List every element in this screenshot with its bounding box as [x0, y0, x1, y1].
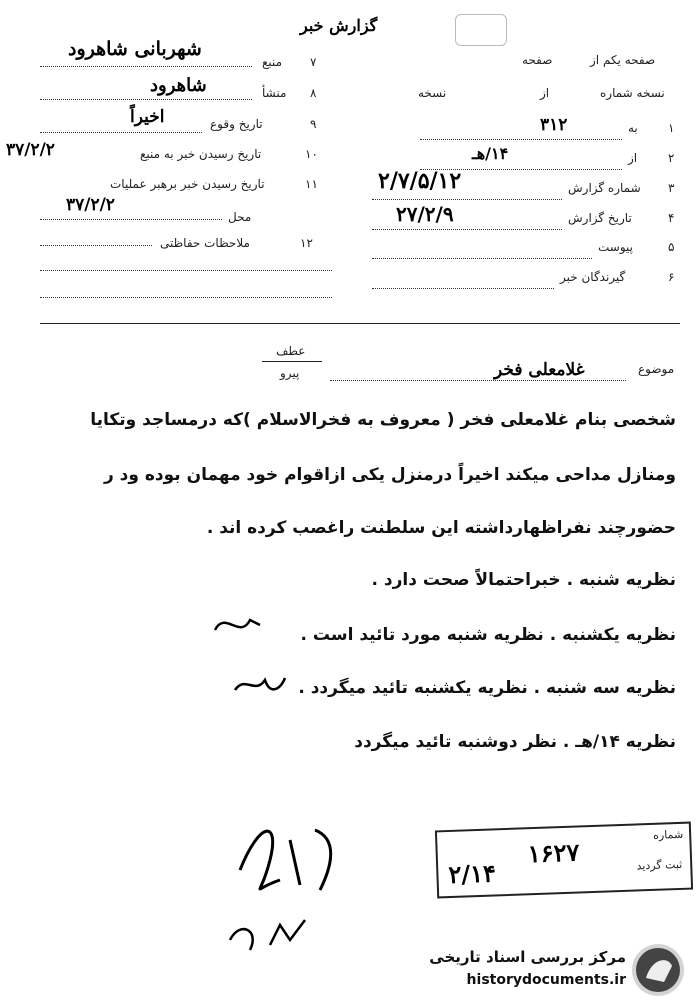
field-value: ۲۷/۲/۹: [396, 202, 454, 226]
field-label: منبع: [262, 55, 283, 69]
field-label: تاریخ وقوع: [210, 117, 263, 131]
stamp-label: شماره: [652, 827, 684, 842]
stamp-note: ثبت گردید: [636, 857, 683, 873]
blank-line: [40, 297, 332, 298]
field-label: شماره گزارش: [568, 181, 641, 195]
field-number: ۴: [668, 211, 675, 225]
field-label: به: [628, 121, 638, 135]
field-value: شهربانی شاهرود: [68, 38, 202, 60]
annotation-mark: [210, 600, 270, 650]
field-value: اخیراً: [130, 107, 165, 127]
field-number: ۱۲: [300, 236, 313, 250]
body-line: نظریه سه شنبه . نظریه یکشنبه تائید میگردد .: [298, 678, 676, 698]
field-number: ۸: [310, 86, 317, 100]
field-label: منشأ: [262, 86, 287, 100]
subject-value: غلامعلی فخر: [494, 360, 585, 380]
field-value: ۳۱۲: [540, 115, 568, 135]
field-label: از: [628, 151, 638, 165]
archive-logo: [632, 944, 684, 996]
body-line: حضورچند نفراظهارداشته این سلطنت راغصب کرده اند .: [206, 518, 676, 538]
field-number: ۳: [668, 181, 675, 195]
stamp-mark: [455, 14, 507, 46]
registration-stamp: [435, 822, 693, 899]
body-line: نظریه یکشنبه . نظریه شنبه مورد تائید است .: [300, 625, 676, 645]
field-number: ۵: [668, 240, 675, 254]
watermark-url[interactable]: historydocuments.ir: [466, 972, 626, 988]
body-line: نظریه ۱۴/هـ . نظر دوشنبه تائید میگردد: [354, 732, 676, 752]
field-number: ۱۱: [305, 177, 318, 191]
field-value: ۱۴/هـ: [472, 144, 509, 163]
reference-peyro: پیرو: [280, 366, 300, 380]
field-label: محل: [228, 210, 252, 224]
field-label: تاریخ گزارش: [568, 211, 632, 225]
field-label: پیوست: [598, 240, 633, 254]
reference-divider: [262, 361, 322, 362]
field-value: شاهرود: [150, 75, 207, 96]
field-number: ۶: [668, 270, 675, 284]
copy-of: از: [540, 86, 550, 100]
page-word: صفحه: [522, 53, 553, 67]
section-divider: [40, 323, 680, 324]
stamp-date: ۲/۱۴: [447, 858, 497, 890]
field-value: ۳۷/۲/۲: [6, 140, 55, 160]
field-number: ۱۰: [305, 147, 318, 161]
field-number: ۹: [310, 117, 317, 131]
form-title: گزارش خبر: [300, 16, 378, 35]
field-value: ۲/۷/۵/۱۲: [378, 168, 462, 194]
field-label: گیرندگان خبر: [560, 270, 626, 284]
copy-word: نسخه: [418, 86, 447, 100]
field-number: ۱: [668, 121, 675, 135]
blank-line: [40, 270, 332, 271]
body-line: نظریه شنبه . خبراحتمالاً صحت دارد .: [371, 570, 676, 590]
body-line: ومنازل مداحی میکند اخیراً درمنزل یکی ازاقوام خود مهمان بوده ود ر: [103, 465, 676, 485]
field-label: تاریخ رسیدن خبر برهبر عملیات: [110, 177, 265, 191]
watermark-title: مرکز بررسی اسناد تاریخی: [429, 948, 626, 966]
reference-atf: عطف: [276, 344, 306, 358]
annotation-mark: [230, 660, 290, 710]
subject-label: موضوع: [638, 362, 675, 376]
body-line: شخصی بنام غلامعلی فخر ( معروف به فخرالاسلام )که درمساجد وتکایا: [90, 410, 676, 430]
field-label: تاریخ رسیدن خبر به منبع: [140, 147, 262, 161]
field-value: ۳۷/۲/۲: [66, 195, 115, 215]
copy-label: نسخه شماره: [600, 86, 665, 100]
signature: [220, 800, 370, 960]
page-label: صفحه یکم از: [590, 53, 656, 67]
field-label: ملاحظات حفاظتی: [160, 236, 250, 250]
field-number: ۲: [668, 151, 675, 165]
field-number: ۷: [310, 55, 317, 69]
stamp-number: ۱۶۲۷: [527, 837, 580, 869]
